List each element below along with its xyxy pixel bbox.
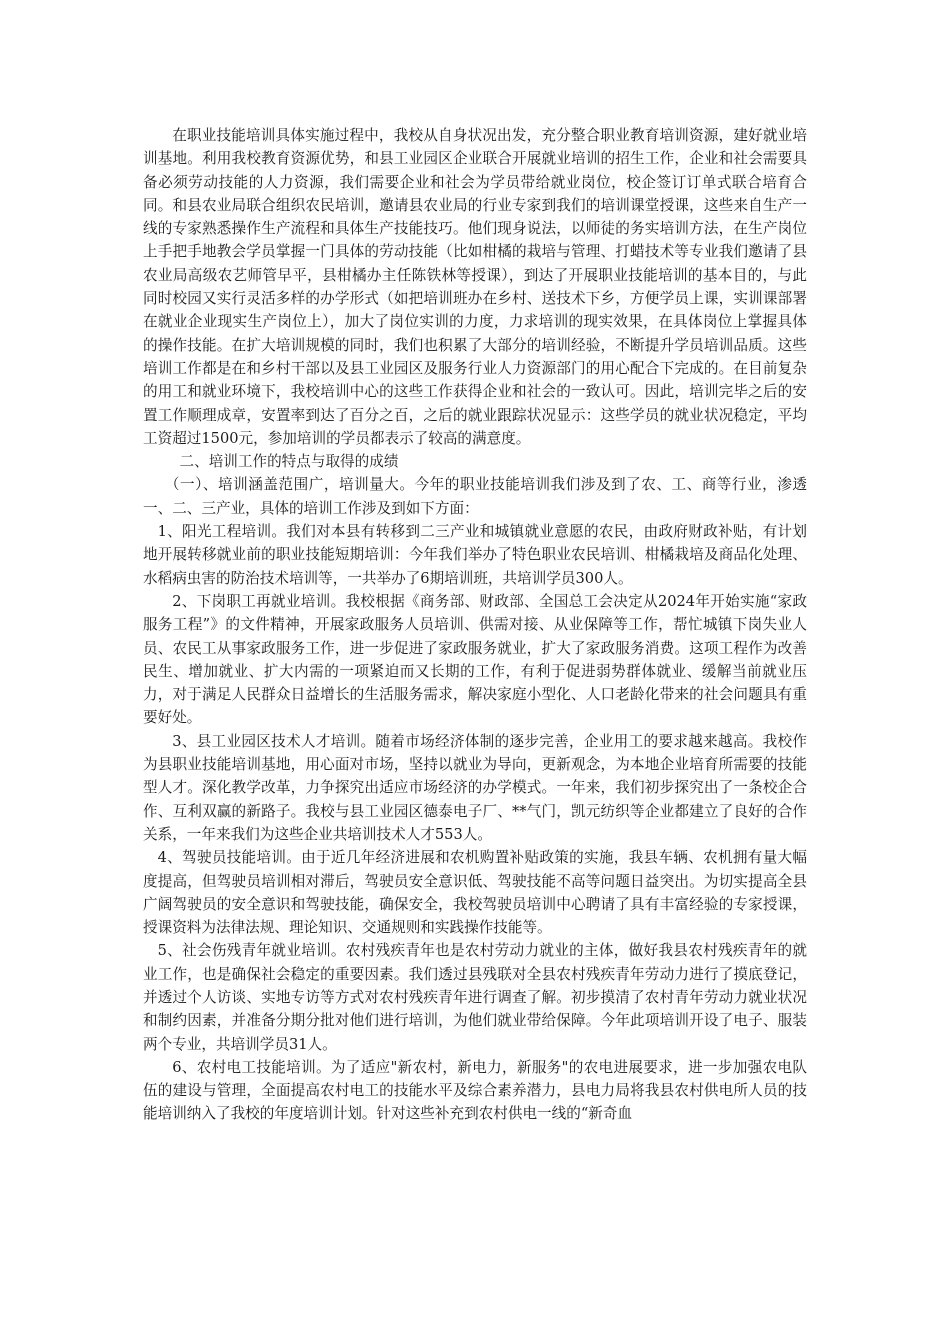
document-body xyxy=(143,124,807,1126)
paragraph-scope: （一）、培训涵盖范围广，培训量大。今年的职业技能培训我们涉及到了农、工、商等行业，渗透一、二、三产业，具体的培训工作涉及到如下方面： xyxy=(143,476,807,517)
paragraph-item-3: 3、县工业园区技术人才培训。随着市场经济体制的逐步完善，企业用工的要求越来越高。我校作为县职业技能培训基地，用心面对市场，坚持以就业为导向，更新观念，为本地企业培育所需要的技能型人才。深化教学改革，力争探究出适应市场经济的办学模式。一年来，我们初步探究出了一条校企合作、互利双赢的新路子。我校与县工业园区德泰电子厂、**气门，凯元纺织等企业都建立了良好的合作关系，一年来我们为这些企业共培训技术人才553人。 xyxy=(143,732,807,843)
paragraph-item-5: 5、社会伤残青年就业培训。农村残疾青年也是农村劳动力就业的主体，做好我县农村残疾青年的就业工作，也是确保社会稳定的重要因素。我们透过县残联对全县农村残疾青年劳动力进行了摸底登记，并透过个人访谈、实地专访等方式对农村残疾青年进行调查了解。初步摸清了农村青年劳动力就业状况和制约因素，并准备分期分批对他们进行培训，为他们就业带给保障。今年此项培训开设了电子、服装两个专业，共培训学员31人。 xyxy=(143,942,807,1053)
paragraph-item-4: 4、驾驶员技能培训。由于近几年经济进展和农机购置补贴政策的实施，我县车辆、农机拥有量大幅度提高，但驾驶员培训相对滞后，驾驶员安全意识低、驾驶技能不高等问题日益突出。为切实提高全县广阔驾驶员的安全意识和驾驶技能，确保安全，我校驾驶员培训中心聘请了具有丰富经验的专家授课，授课资料为法律法规、理论知识、交通规则和实践操作技能等。 xyxy=(143,849,807,937)
section-heading: 二、培训工作的特点与取得的成绩 xyxy=(179,453,399,471)
paragraph-item-1: 1、阳光工程培训。我们对本县有转移到二三产业和城镇就业意愿的农民，由政府财政补贴，有计划地开展转移就业前的职业技能短期培训：今年我们举办了特色职业农民培训、柑橘栽培及商品化处理、水稻病虫害的防治技术培训等，一共举办了6期培训班，共培训学员300人。 xyxy=(143,523,807,587)
paragraph-item-2: 2、下岗职工再就业培训。我校根据《商务部、财政部、全国总工会决定从2024年开始实施“家政服务工程”》的文件精神，开展家政服务人员培训、供需对接、从业保障等工作，帮忙城镇下岗失业人员、农民工从事家政服务工作，进一步促进了家政服务就业，扩大了家政服务消费。这项工程作为改善民生、增加就业、扩大内需的一项紧迫而又长期的工作，有利于促进弱势群体就业、缓解当前就业压力，对于满足人民群众日益增长的生活服务需求，解决家庭小型化、人口老龄化带来的社会问题具有重要好处。 xyxy=(143,592,807,727)
paragraph-implementation: 在职业技能培训具体实施过程中，我校从自身状况出发，充分整合职业教育培训资源，建好就业培训基地。利用我校教育资源优势，和县工业园区企业联合开展就业培训的招生工作，企业和社会需要具备必须劳动技能的人力资源，我们需要企业和社会为学员带给就业岗位，校企签订订单式联合培育合同。和县农业局联合组织农民培训，邀请县农业局的行业专家到我们的培训课堂授课，这些来自生产一线的专家熟悉操作生产流程和具体生产技能技巧。他们现身说法，以师徒的务实培训方法，在生产岗位上手把手地教会学员掌握一门具体的劳动技能（比如柑橘的栽培与管理、打蜡技术等专业我们邀请了县农业局高级农艺师管早平，县柑橘办主任陈铁林等授课），到达了开展职业技能培训的基本目的，与此同时校园又实行灵活多样的办学形式（如把培训班办在乡村、送技术下乡，方便学员上课，实训课部署在就业企业现实生产岗位上），加大了岗位实训的力度，力求培训的现实效果，在具体岗位上掌握具体的操作技能。在扩大培训规模的同时，我们也积累了大部分的培训经验，不断提升学员培训品质。这些培训工作都是在和乡村干部以及县工业园区及服务行业人力资源部门的用心配合下完成的。在目前复杂的用工和就业环境下，我校培训中心的这些工作获得企业和社会的一致认可。因此，培训完毕之后的安置工作顺理成章，安置率到达了百分之百，之后的就业跟踪状况显示：这些学员的就业状况稳定，平均工资超过1500元，参加培训的学员都表示了较高的满意度。 xyxy=(143,127,807,447)
paragraph-item-6: 6、农村电工技能培训。为了适应"新农村，新电力，新服务"的农电进展要求，进一步加强农电队伍的建设与管理，全面提高农村电工的技能水平及综合素养潜力，县电力局将我县农村供电所人员的技能培训纳入了我校的年度培训计划。针对这些补充到农村供电一线的“新奇血 xyxy=(143,1058,807,1123)
